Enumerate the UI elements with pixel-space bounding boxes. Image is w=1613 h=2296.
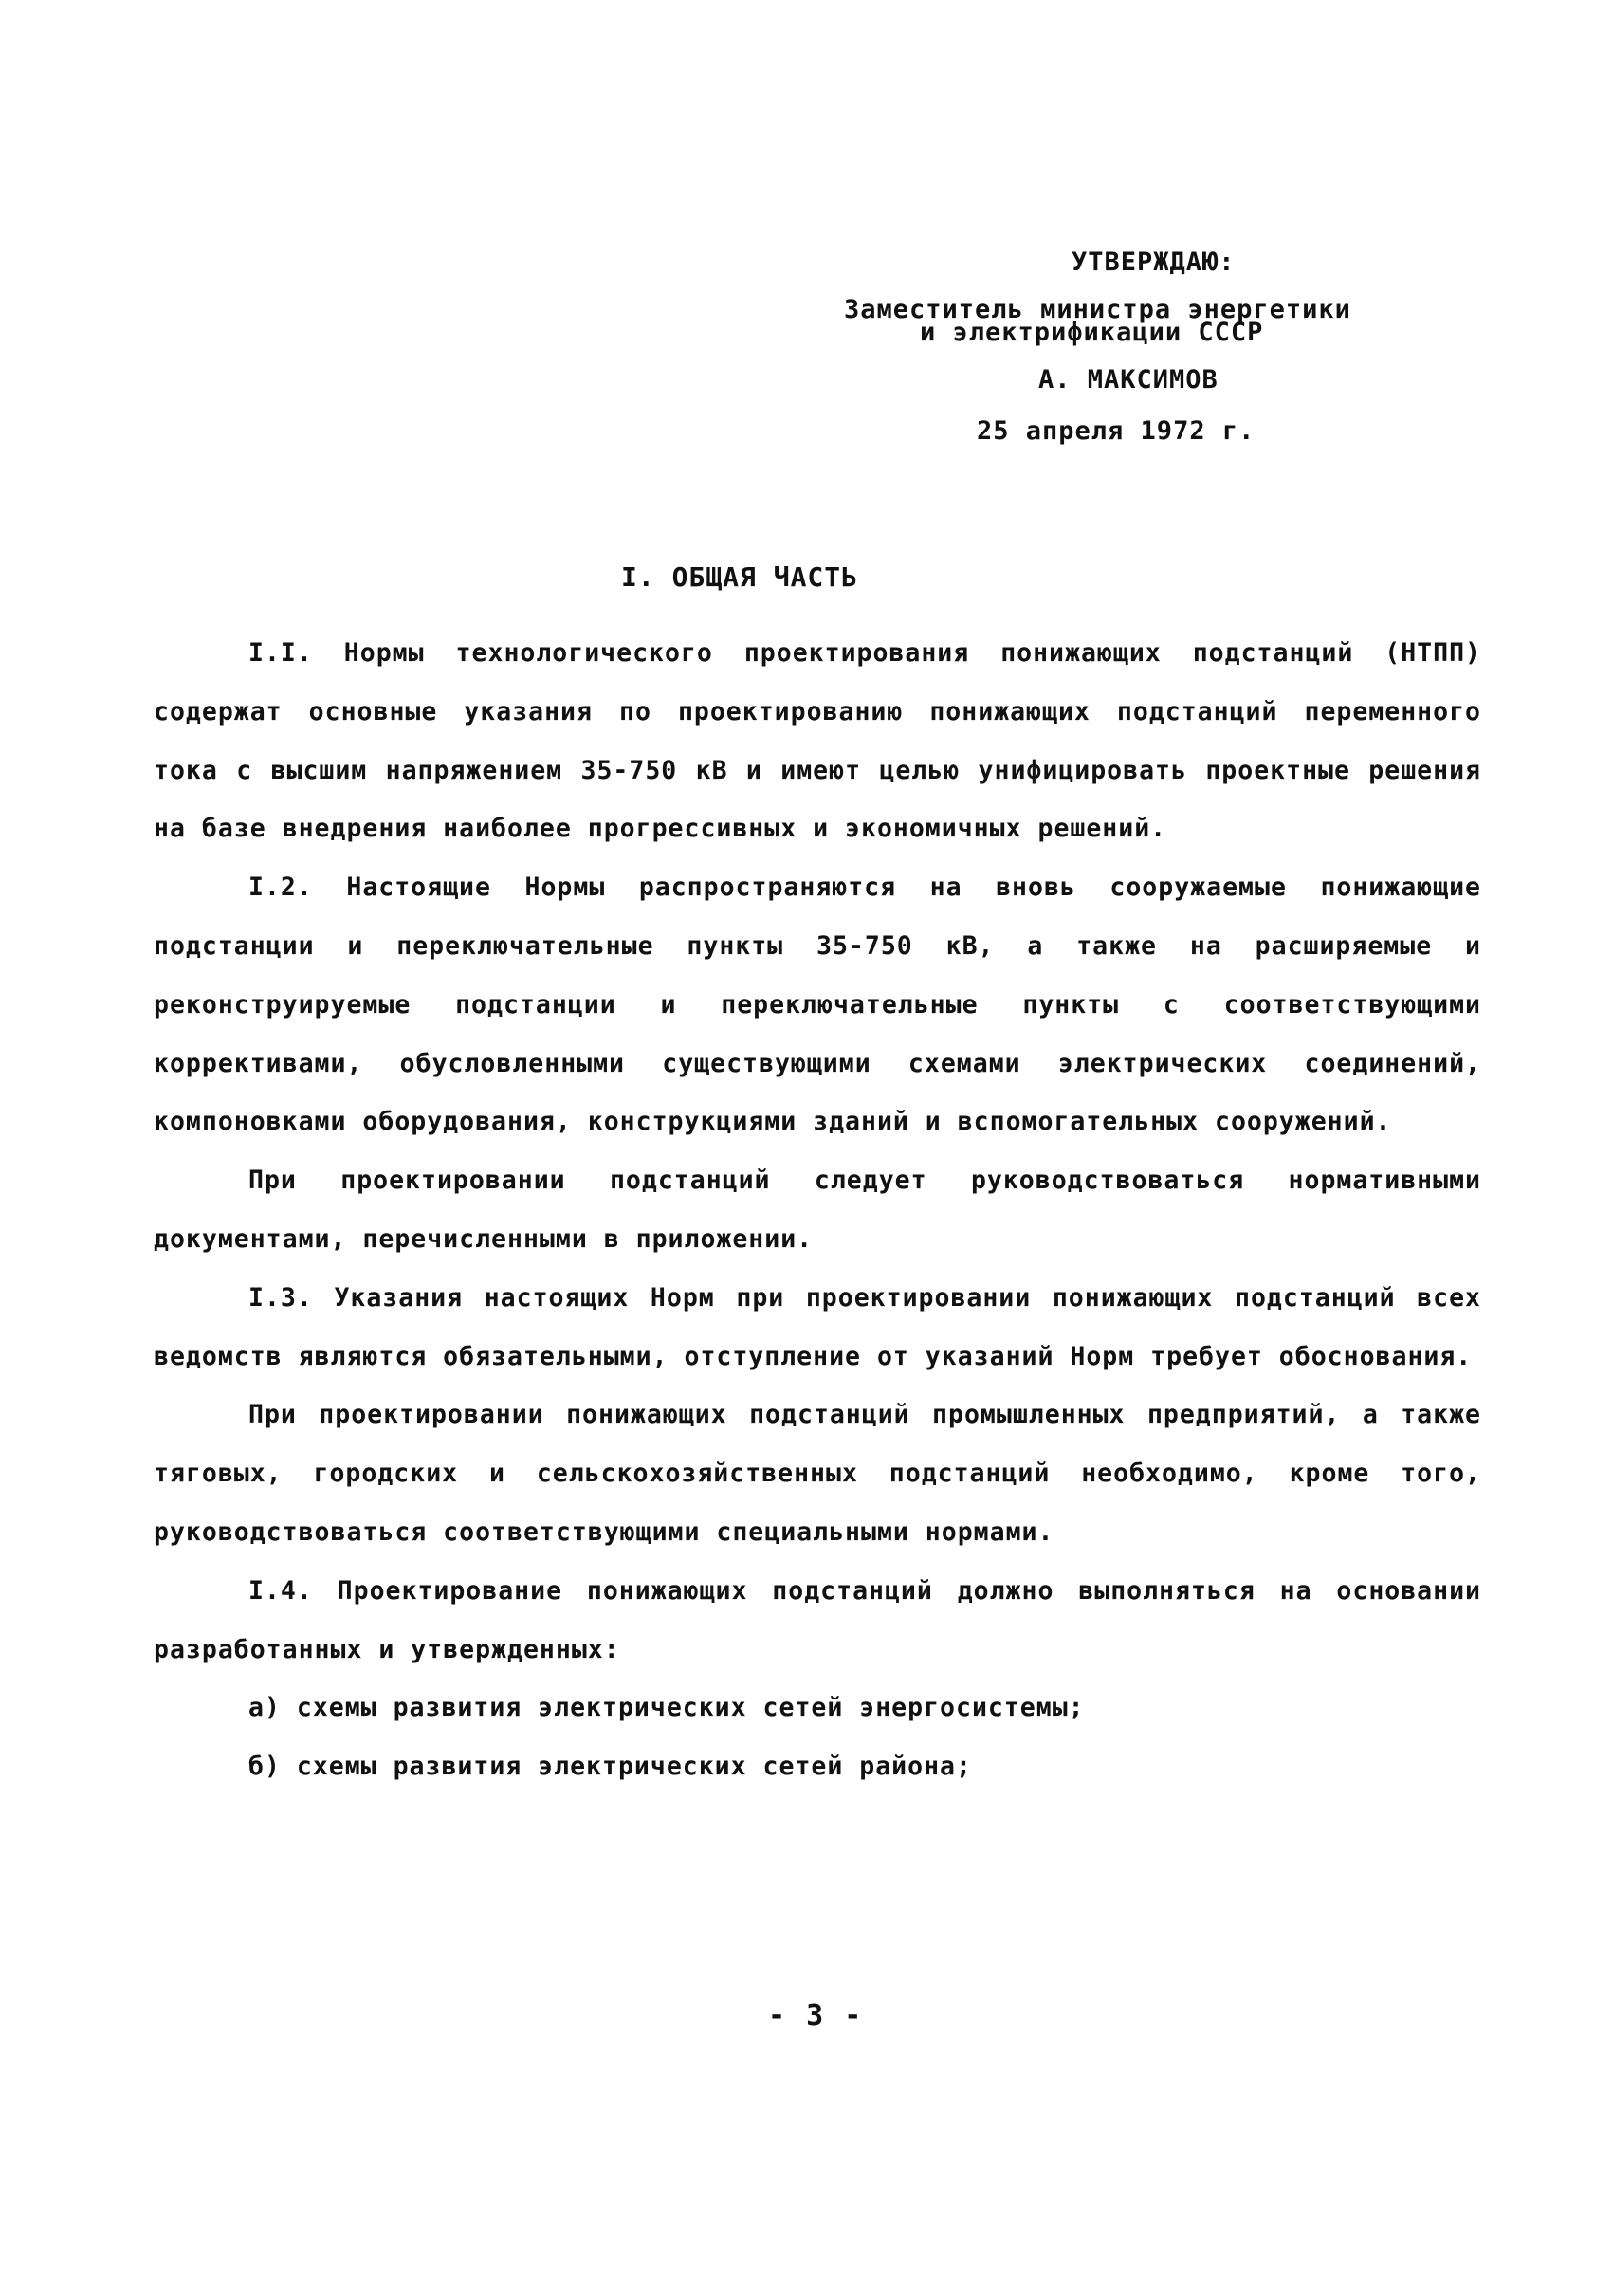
approval-title-line2: и электрификации СССР [920,318,1264,347]
paragraph-1-2: I.2. Настоящие Нормы распространяются на вновь сооружаемые понижающие подстанции и переключательные пункты 35-750 кВ, а также на расширяемые и реконструируемые подстанции и переключательные пункты с соответствующими коррективами, обусловленными существующими схемами электрических соединений, компоновками оборудования, конструкциями зданий и вспомогательных сооружений. [154,872,1481,1137]
section-title: I. ОБЩАЯ ЧАСТЬ [621,561,859,593]
paragraph-1-4: I.4. Проектирование понижающих подстанций должно выполняться на основании разработанных и утвержденных: [154,1575,1481,1664]
approval-name: А. МАКСИМОВ [1038,365,1219,395]
body-text [154,624,1481,1796]
list-item-a: а) схемы развития электрических сетей энергосистемы; [248,1693,1085,1723]
paragraph-special-norms: При проектировании понижающих подстанций промышленных предприятий, а также тяговых, городских и сельскохозяйственных подстанций необходимо, кроме того, руководствоваться соответствующими специальными нормами. [154,1400,1481,1547]
paragraph-normative-docs: При проектировании подстанций следует руководствоваться нормативными документами, перечисленными в приложении. [154,1166,1481,1254]
paragraph-1-1: I.I. Нормы технологического проектирования понижающих подстанций (НТПП) содержат основные указания по проектированию понижающих подстанций переменного тока с высшим напряжением 35-750 кВ и имеют целью унифицировать проектные решения на базе внедрения наиболее прогрессивных и экономичных решений. [154,638,1481,844]
approval-date: 25 апреля 1972 г. [977,416,1256,446]
approval-title-line1: Заместитель министра энергетики [844,295,1351,324]
paragraph-1-3: I.3. Указания настоящих Норм при проектировании понижающих подстанций всех ведомств являются обязательными, отступление от указаний Норм требует обоснования. [154,1282,1481,1371]
page-number: - 3 - [768,1999,864,2032]
approval-heading: УТВЕРЖДАЮ: [1072,248,1236,277]
list-item-b: б) схемы развития электрических сетей района; [248,1752,972,1782]
